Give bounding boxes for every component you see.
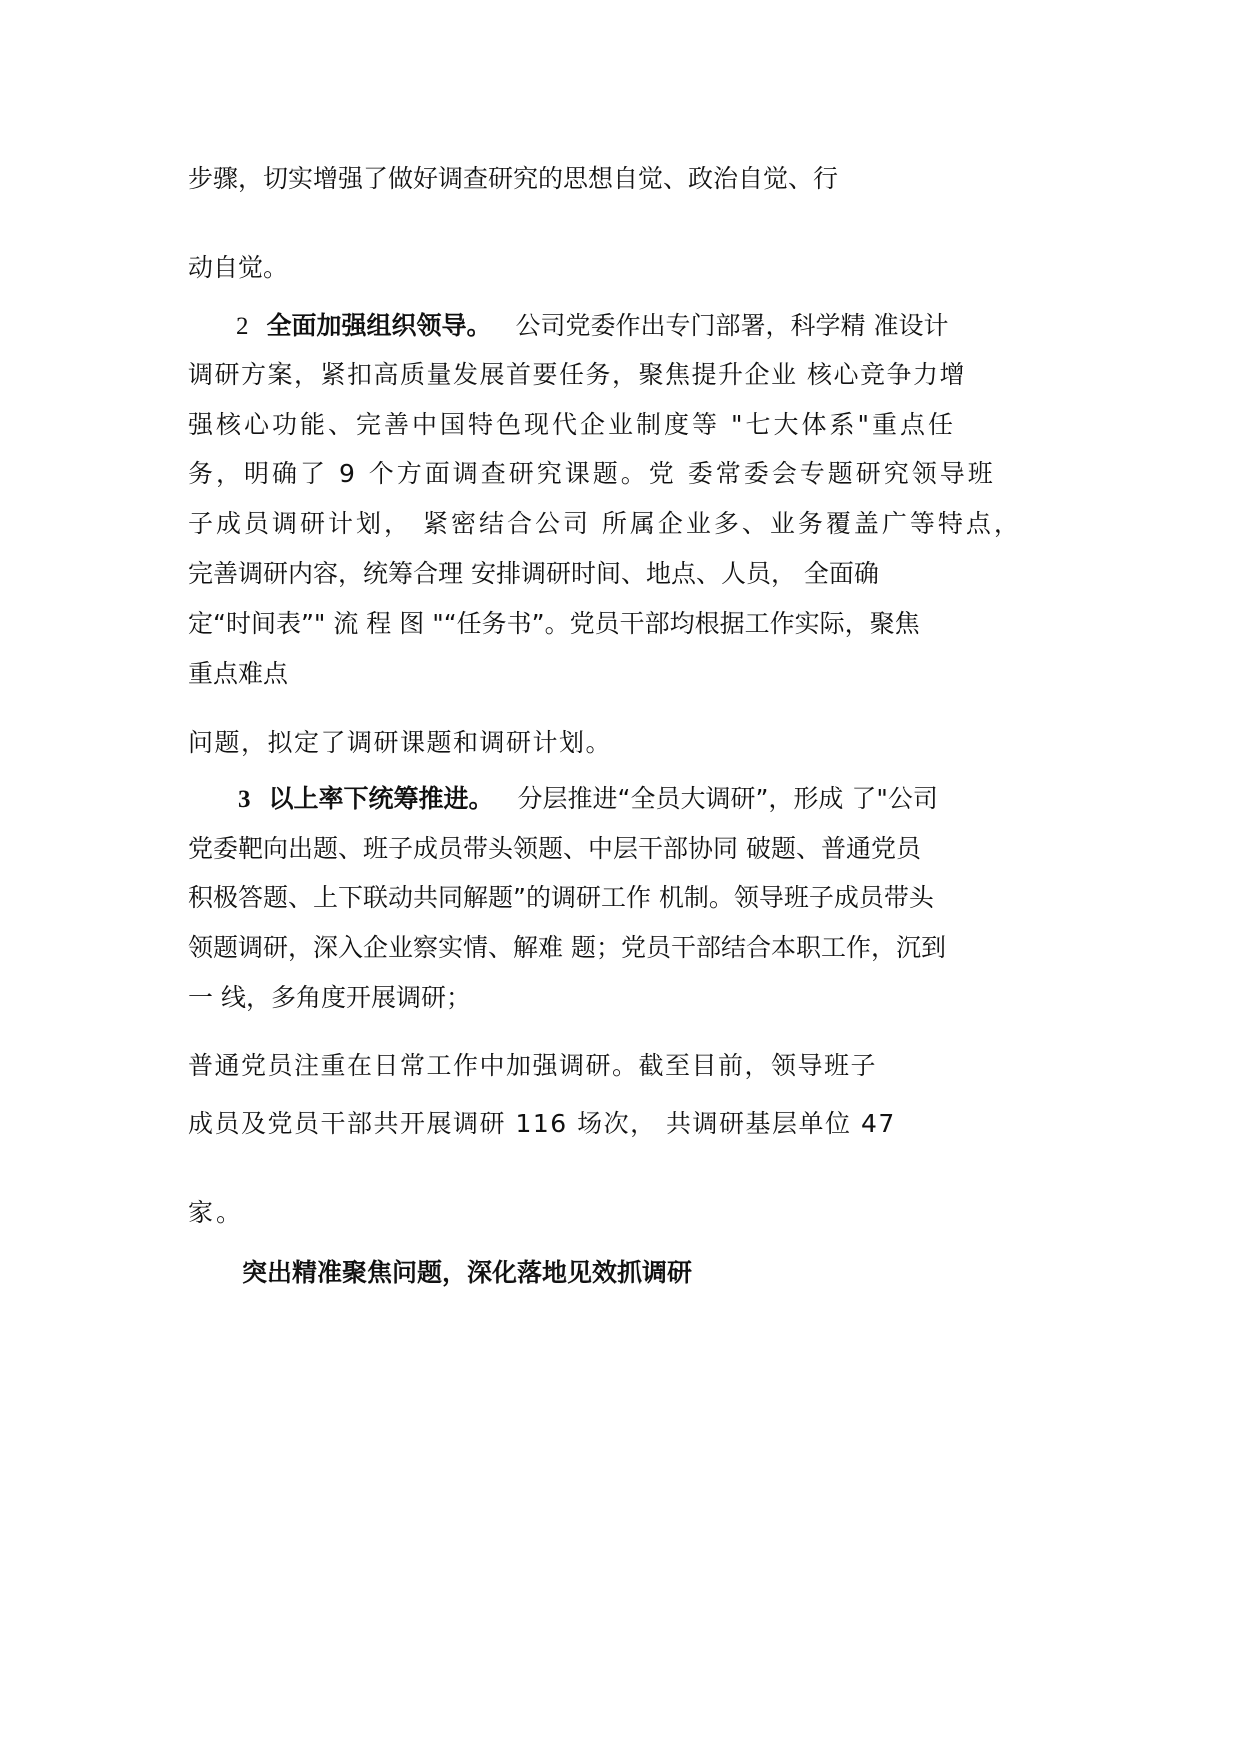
para3-line6: 普通党员注重在日常工作中加强调研。截至目前，领导班子 xyxy=(188,1051,878,1080)
para2-line7: 定“时间表”" 流 程 图 "“任务书”。党员干部均根据工作实际，聚焦 xyxy=(188,609,920,638)
section-heading: 突出精准聚焦问题，深化落地见效抓调研 xyxy=(242,1258,693,1287)
para3-line1-text: 分层推进“全员大调研”，形成 了"公司 xyxy=(517,784,938,813)
para2-line8: 重点难点 xyxy=(188,659,289,688)
para3-line2: 党委靶向出题、班子成员带头领题、中层干部协同 破题、普通党员 xyxy=(188,834,921,863)
para2-line5: 子成员调研计划， 紧密结合公司 所属企业多、业务覆盖广等特点， xyxy=(188,509,1022,538)
para2-line1-text: 公司党委作出专门部署，科学精 准设计 xyxy=(515,311,949,340)
para3-heading: 以上率下统筹推进。 xyxy=(268,784,494,813)
para2-line9: 问题，拟定了调研课题和调研计划。 xyxy=(188,728,613,757)
para3-line5: 一 线，多角度开展调研； xyxy=(188,983,471,1012)
para3-line7: 成员及党员干部共开展调研 116 场次， 共调研基层单位 47 xyxy=(188,1109,896,1138)
para2-line1 xyxy=(236,313,948,339)
para3-line1 xyxy=(238,786,938,812)
para2-line3: 强核心功能、完善中国特色现代企业制度等 "七大体系"重点任 xyxy=(188,410,956,439)
para3-line3: 积极答题、上下联动共同解题”的调研工作 机制。领导班子成员带头 xyxy=(188,883,934,912)
para2-number: 2 xyxy=(236,313,249,340)
para1-line2: 动自觉。 xyxy=(188,253,289,282)
para1-line1: 步骤，切实增强了做好调查研究的思想自觉、政治自觉、行 xyxy=(188,164,839,193)
para3-number: 3 xyxy=(238,786,251,813)
para2-heading: 全面加强组织领导。 xyxy=(266,311,492,340)
para3-line4: 领题调研，深入企业察实情、解难 题；党员干部结合本职工作，沉到 xyxy=(188,933,946,962)
para2-line2: 调研方案，紧扣高质量发展首要任务，聚焦提升企业 核心竞争力增 xyxy=(188,360,966,389)
para2-line6: 完善调研内容，统筹合理 安排调研时间、地点、人员， 全面确 xyxy=(188,559,879,588)
para2-line4: 务，明确了 9 个方面调查研究课题。党 委常委会专题研究领导班 xyxy=(188,459,996,488)
para3-line8: 家。 xyxy=(188,1198,245,1227)
